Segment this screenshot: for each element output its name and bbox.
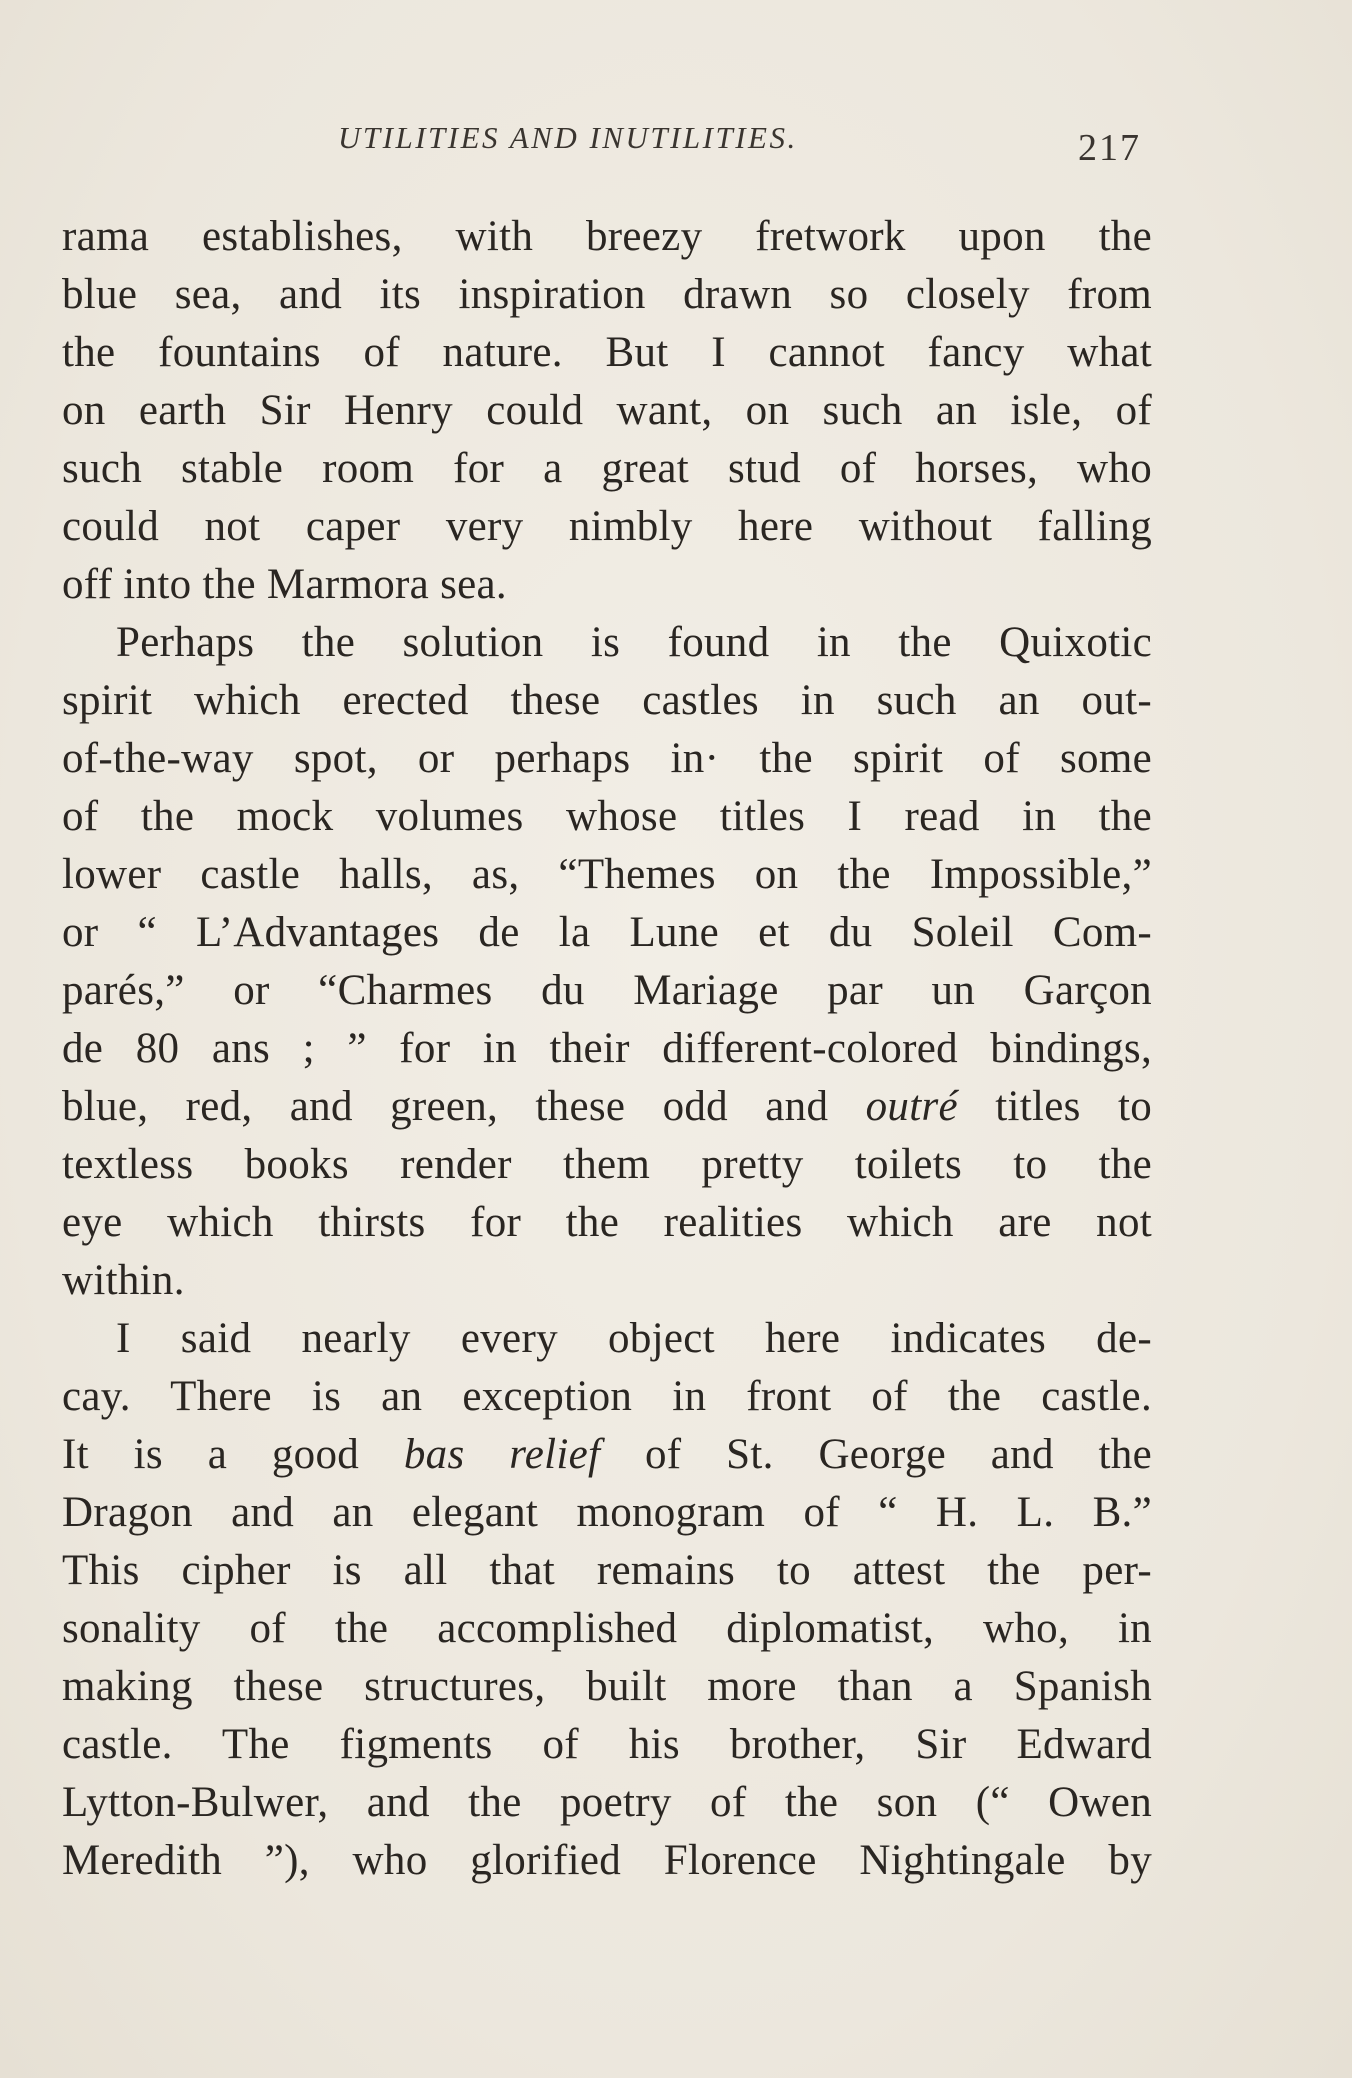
text-line: parés,” or “Charmes du Mariage par un Garçon (62, 967, 1152, 1014)
italic-phrase: outré (865, 1083, 958, 1130)
text-line: Lytton-Bulwer, and the poetry of the son (“ Owen (62, 1779, 1152, 1826)
text-line: sonality of the accomplished diplomatist, who, in (62, 1605, 1152, 1652)
text-line: could not caper very nimbly here without falling (62, 503, 1152, 550)
running-title: UTILITIES AND INUTILITIES. (338, 120, 798, 155)
text-line: Dragon and an elegant monogram of “ H. L. B.” (62, 1489, 1152, 1536)
text-segment: titles to (995, 1083, 1153, 1130)
paragraph-end-line: off into the Marmora sea. (62, 561, 507, 608)
text-line: such stable room for a great stud of horses, who (62, 445, 1152, 492)
text-line-with-italic (62, 1426, 1152, 1484)
text-line: spirit which erected these castles in such an out- (62, 677, 1152, 724)
page-number: 217 (1078, 127, 1141, 169)
text-line-with-italic (62, 1078, 1152, 1136)
paragraph-start-line: I said nearly every object here indicates de- (116, 1315, 1152, 1362)
italic-phrase: bas relief (403, 1431, 601, 1478)
text-segment: of St. George and the (644, 1431, 1152, 1478)
text-line: castle. The figments of his brother, Sir Edward (62, 1721, 1152, 1768)
text-segment: blue, red, and green, these odd and (62, 1083, 829, 1130)
body-text (62, 208, 1152, 1890)
text-line: of-the-way spot, or perhaps in· the spirit of some (62, 735, 1152, 782)
text-line: eye which thirsts for the realities which are not (62, 1199, 1152, 1246)
text-line: the fountains of nature. But I cannot fancy what (62, 329, 1152, 376)
text-line: of the mock volumes whose titles I read in the (62, 793, 1152, 840)
text-line: de 80 ans ; ” for in their different-colored bindings, (62, 1025, 1152, 1072)
text-line: Meredith ”), who glorified Florence Nightingale by (62, 1837, 1152, 1884)
text-line: This cipher is all that remains to attest the per- (62, 1547, 1152, 1594)
text-line: lower castle halls, as, “Themes on the Impossible,” (62, 851, 1152, 898)
text-line: blue sea, and its inspiration drawn so closely from (62, 271, 1152, 318)
running-head (0, 112, 1352, 172)
paragraph-end-line: within. (62, 1257, 185, 1304)
text-segment: It is a good (62, 1431, 360, 1478)
text-line: making these structures, built more than a Spanish (62, 1663, 1152, 1710)
text-line: rama establishes, with breezy fretwork upon the (62, 213, 1152, 260)
paragraph-start-line: Perhaps the solution is found in the Quixotic (116, 619, 1152, 666)
text-line: textless books render them pretty toilets to the (62, 1141, 1152, 1188)
text-line: cay. There is an exception in front of the castle. (62, 1373, 1152, 1420)
text-line: or “ L’Advantages de la Lune et du Soleil Com- (62, 909, 1152, 956)
text-line: on earth Sir Henry could want, on such an isle, of (62, 387, 1152, 434)
